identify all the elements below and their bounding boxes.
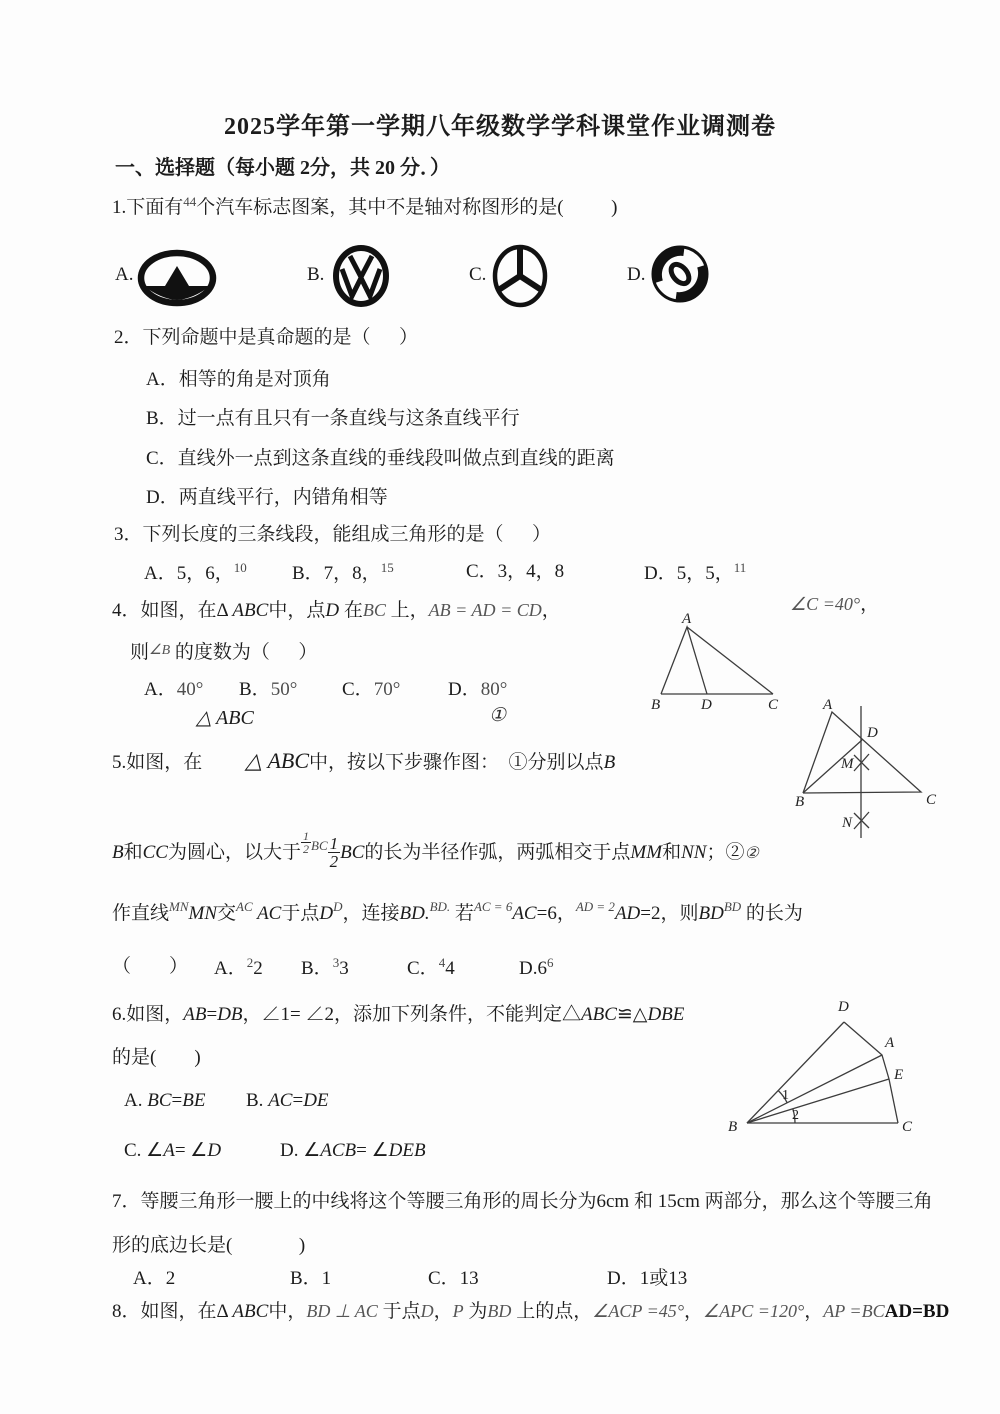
q7-option-c: C．13 <box>428 1268 479 1289</box>
q4-vertex-a: A <box>682 611 692 627</box>
q8-stem: 8．如图，在Δ ABC中，BD ⊥ AC 于点D，P 为BD 上的点，∠ACP =45°，∠APC =120°，AP =BCAD=BD <box>112 1301 950 1322</box>
q3-option-a: A．5，6，$^{10}$ <box>144 560 247 584</box>
ghost-triangle-abc: △ ABC <box>196 707 254 729</box>
q2-stem: 2．下列命题中是真命题的是（ ） <box>114 327 419 348</box>
q4-option-c: C．70° <box>342 679 401 700</box>
q6-vertex-b: B <box>728 1119 738 1135</box>
q5-point-m: M <box>841 756 854 772</box>
q4-vertex-c: C <box>768 697 779 713</box>
q5-vertex-c: C <box>926 792 937 808</box>
q6-option-c: C. ∠A= ∠D <box>124 1140 222 1161</box>
page-title: 2025学年第一学期八年级数学学科课堂作业调测卷 <box>224 114 776 140</box>
q5-option-a: A．$^2$2 <box>214 955 263 979</box>
volkswagen-logo <box>333 245 389 307</box>
q4-figure <box>645 612 795 712</box>
q1-option-d-label: D. <box>627 264 646 285</box>
q4-option-a: A．40° <box>144 679 204 700</box>
q6-figure <box>722 995 927 1143</box>
mercedes-logo <box>492 244 548 308</box>
infiniti-logo <box>137 250 217 308</box>
q1-option-a-label: A. <box>115 264 134 285</box>
q6-option-a: A. BC=BE <box>124 1090 206 1111</box>
q1-stem: 1.下面有$^{44}$个汽车标志图案，其中不是轴对称图形的是( ) <box>112 194 618 218</box>
section-heading: 一、选择题（每小题 2分，共 20 分．） <box>115 157 450 179</box>
q5-answer-paren: （ ） <box>112 956 189 977</box>
q5-stem-line3: 作直线$^{MN}$MN交$^{AC}$ AC于点$D^D$，连接BD.$^{BD.}$ 若$^{AC = 6}$AC=6，$^{AD = 2}$AD=2，则$BD^{BD}$ 的长为 <box>112 899 803 924</box>
q6-vertex-d: D <box>838 999 849 1015</box>
q3-option-c: C．3，4，8 <box>466 561 565 582</box>
q6-vertex-e: E <box>894 1067 904 1083</box>
q6-option-b: B. AC=DE <box>246 1090 329 1111</box>
q4-option-d: D．80° <box>448 679 508 700</box>
q4-stem-line2: 则$^{\angle B}$ 的度数为（ ） <box>130 642 318 663</box>
q4-vertex-d: D <box>701 697 712 713</box>
q7-option-d: D．1或13 <box>607 1268 688 1289</box>
q4-angle-note: ∠C =40°， <box>790 594 880 615</box>
q6-vertex-c: C <box>902 1119 913 1135</box>
q4-vertex-b: B <box>651 697 661 713</box>
q5-vertex-a: A <box>823 697 833 713</box>
q6-angle-1: 1 <box>782 1088 789 1103</box>
q7-option-a: A．2 <box>133 1268 176 1289</box>
q3-option-b: B．7，8，$^{15}$ <box>292 560 394 584</box>
q6-vertex-a: A <box>885 1035 895 1051</box>
q5-point-n: N <box>842 815 853 831</box>
q2-option-c: C．直线外一点到这条直线的垂线段叫做点到直线的距离 <box>146 448 615 469</box>
q6-stem-line1: 6.如图，AB=DB，∠1= ∠2，添加下列条件，不能判定△ABC≌△DBE <box>112 1004 685 1025</box>
q4-option-b: B．50° <box>239 679 298 700</box>
q2-option-a: A．相等的角是对顶角 <box>146 369 331 390</box>
q5-stem-line2: B和CC为圆心，以大于 $\frac{1}{2}$ $^{BC}$ $\frac{1}{2}$ BC的长为半径作弧，两弧相交于点MM和NN；②② <box>112 829 759 872</box>
q1-option-b-label: B. <box>307 264 325 285</box>
q2-option-d: D．两直线平行，内错角相等 <box>146 487 388 508</box>
q7-option-b: B．1 <box>290 1268 332 1289</box>
ghost-circled-1: ① <box>489 705 507 726</box>
q5-option-b: B．$^3$3 <box>301 955 349 979</box>
q2-option-b: B．过一点有且只有一条直线与这条直线平行 <box>146 408 520 429</box>
q7-stem-line2: 形的底边长是( ) <box>112 1235 306 1256</box>
q4-stem: 4．如图，在Δ ABC中，点D 在BC 上，AB = AD = CD， <box>112 600 561 621</box>
q1-option-c-label: C. <box>469 264 487 285</box>
q6-stem-line2: 的是( ) <box>112 1047 201 1068</box>
q6-option-d: D. ∠ACB= ∠DEB <box>280 1140 426 1161</box>
q5-vertex-b: B <box>795 794 805 810</box>
q5-vertex-d: D <box>867 725 878 741</box>
q3-stem: 3．下列长度的三条线段，能组成三角形的是（ ） <box>114 524 552 545</box>
dongfeng-logo <box>650 244 710 306</box>
q5-figure <box>795 698 945 848</box>
q5-option-d: $D.6^6$ <box>519 955 554 979</box>
q3-option-d: D．5，5，$^{11}$ <box>644 560 747 584</box>
q5-stem-line1: 5.如图，在 △ ABC中，按以下步骤作图： ①分别以点B <box>112 748 616 773</box>
q5-option-c: C．$^4$4 <box>407 955 455 979</box>
q7-stem-line1: 7．等腰三角形一腰上的中线将这个等腰三角形的周长分为6cm 和 15cm 两部分，那么这个等腰三角 <box>112 1191 933 1212</box>
q6-angle-2: 2 <box>792 1108 799 1123</box>
